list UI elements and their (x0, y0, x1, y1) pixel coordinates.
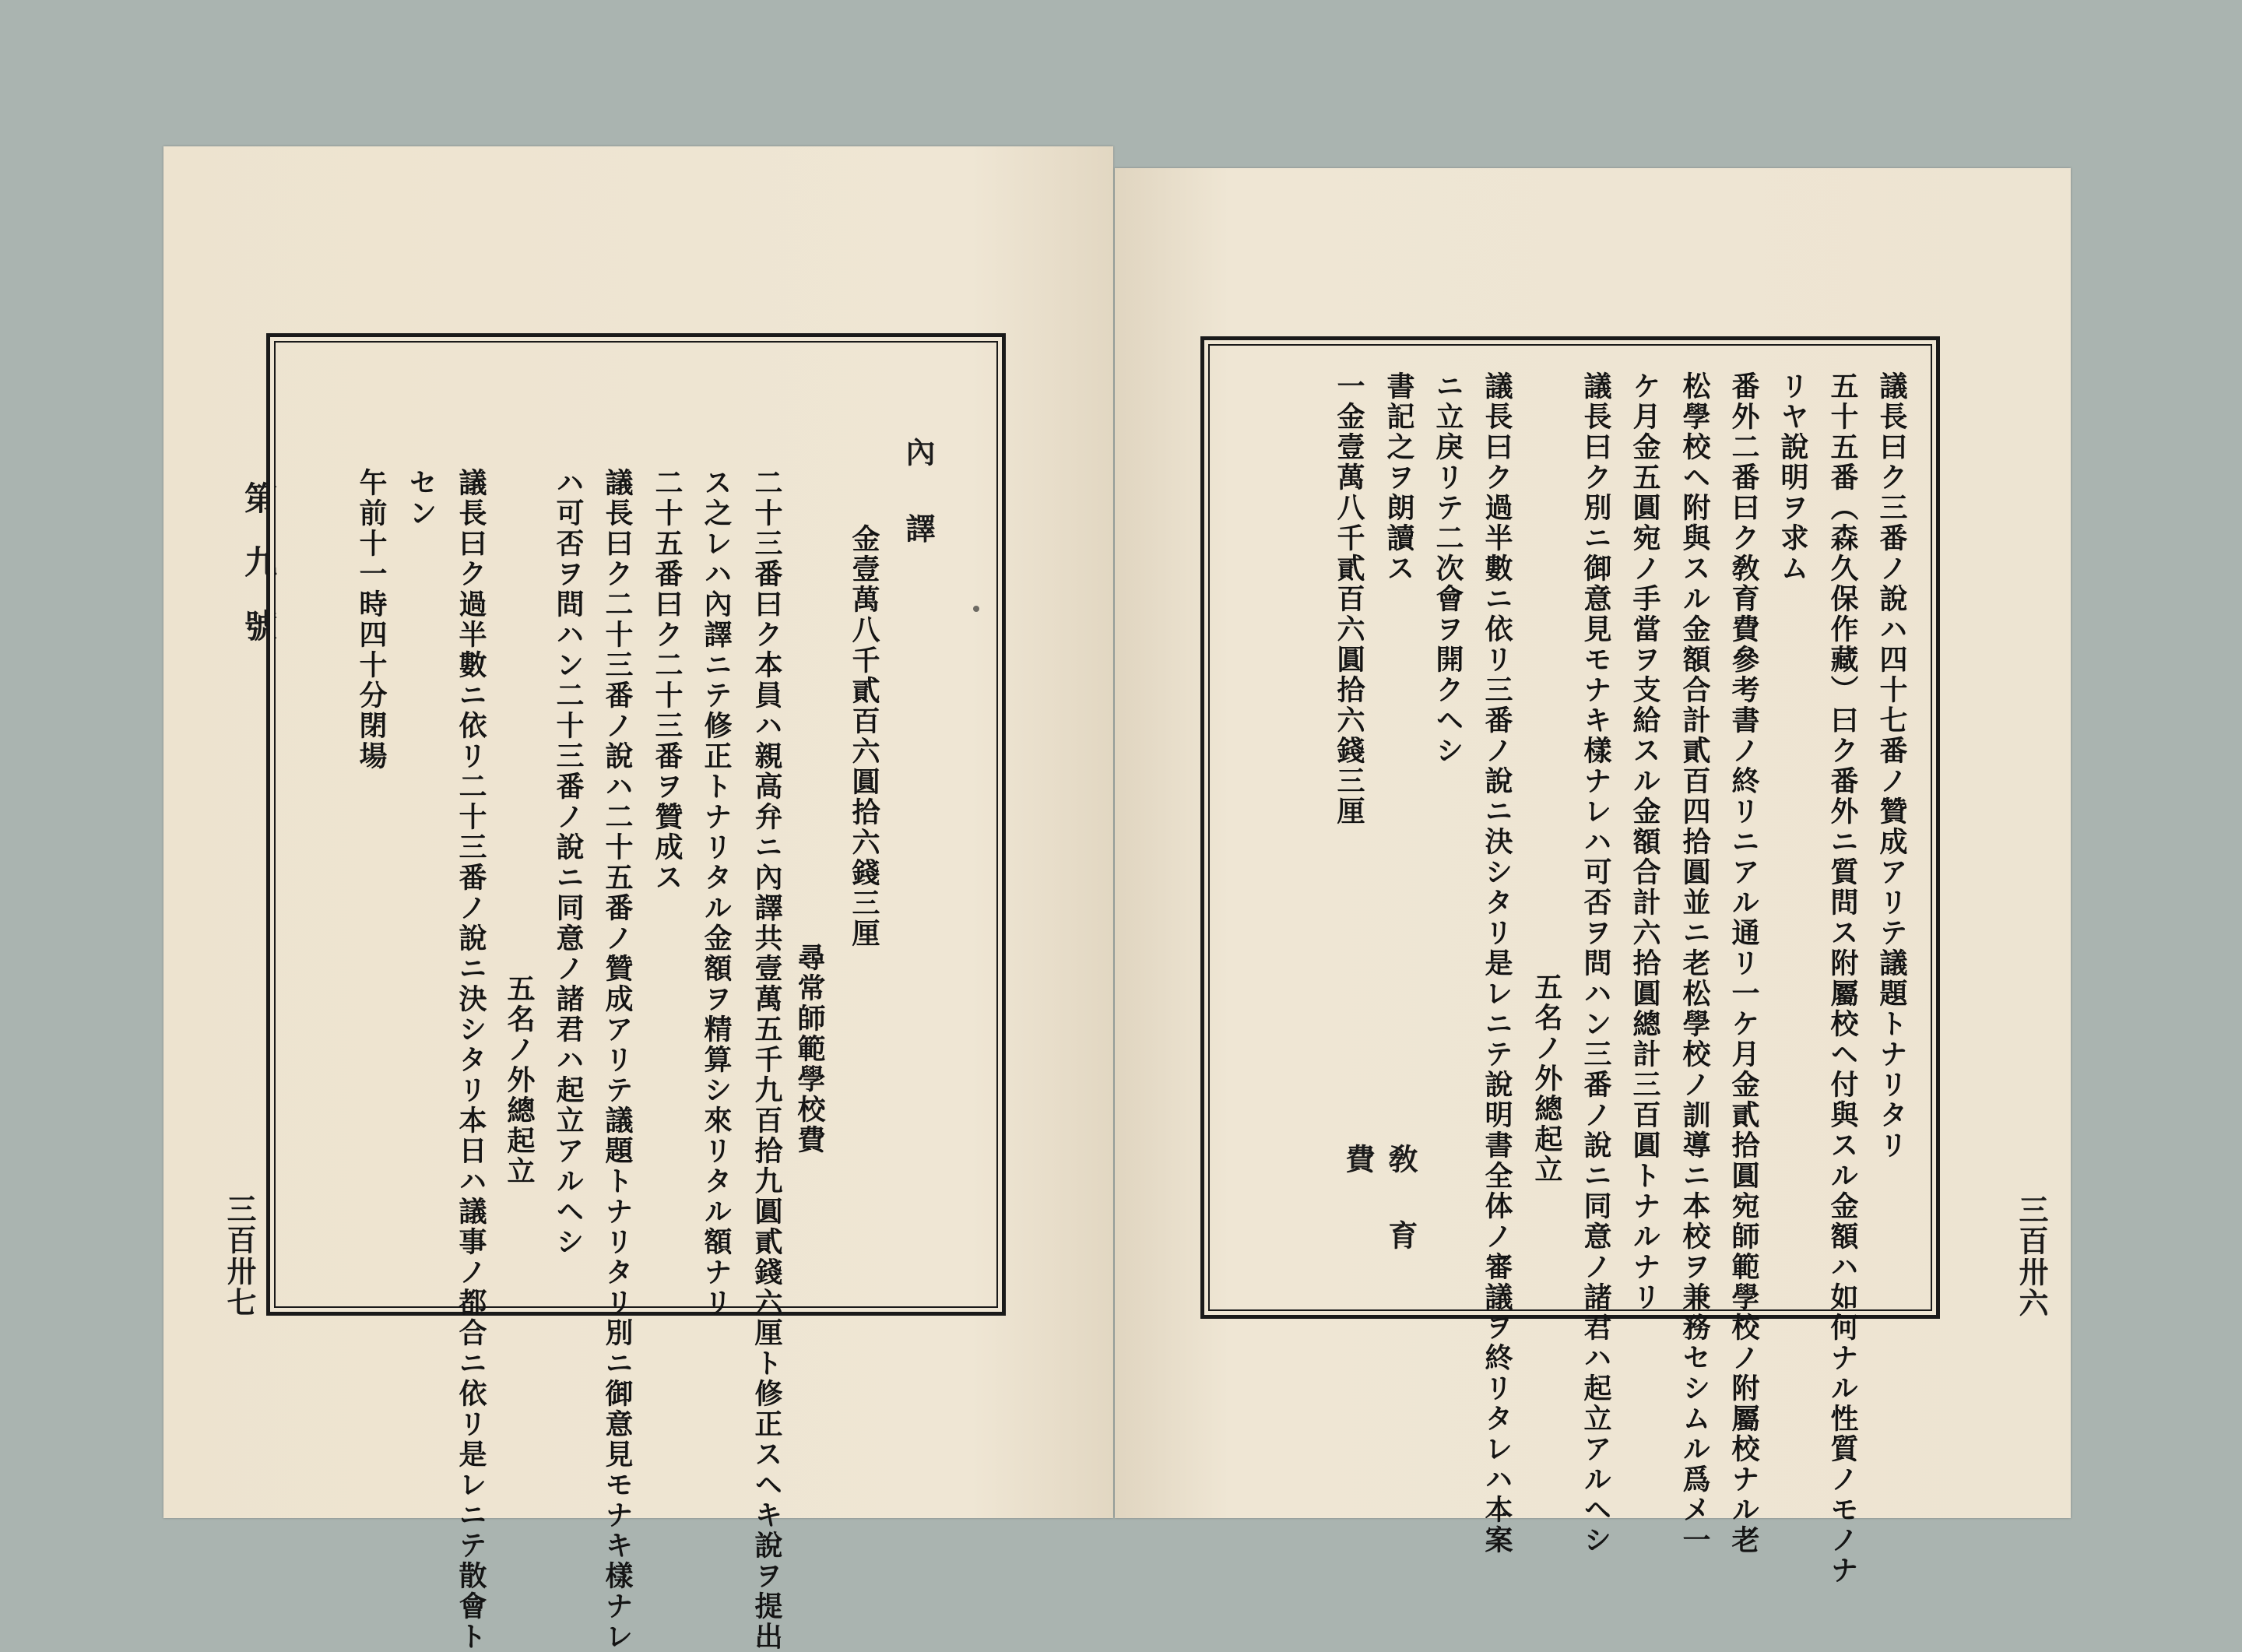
left-text-frame (266, 333, 1006, 1652)
right-page (1115, 168, 2071, 1586)
right-col-6: ケ月金五圓宛ノ手當ヲ支給スル金額合計六拾圓總計三百圓トナルナリ (1629, 371, 1661, 1313)
paper-speck (973, 606, 979, 612)
left-col-8: セン (405, 468, 438, 529)
right-col-9: ニ立戾リテ二次會ヲ開クヘシ (1432, 371, 1464, 766)
right-col-1: 議長曰ク三番ノ說ハ四十七番ノ贊成アリテ議題トナリタリ (1875, 371, 1908, 1161)
right-page-number: 三百卅六 (2014, 1194, 2049, 1319)
left-col-2: 二十三番曰ク本員ハ親高弁ニ內譯共壹萬五千九百拾九圓貳錢六厘ト修正スヘキ說ヲ提出 (750, 468, 783, 1652)
right-col-4: 番外二番曰ク敎育費參考書ノ終リニアル通リ一ケ月金貳拾圓宛師範學校ノ附屬校ナル老 (1727, 371, 1760, 1555)
right-col-10: 書記之ヲ朗讀ス (1383, 371, 1415, 584)
left-col-1: 金壹萬八千貳百六圓拾六錢三厘 (848, 524, 880, 949)
book-spread (163, 146, 2071, 1652)
left-budget-label: 尋常師範學校費 (793, 943, 826, 1155)
right-col-5: 松學校ヘ附與スル金額合計貳百四拾圓並ニ老松學校ノ訓導ニ本校ヲ兼務セシムル爲メ一 (1678, 371, 1711, 1555)
right-col-11: 一金壹萬八千貳百六圓拾六錢三厘 (1333, 371, 1365, 827)
right-col-2: 五十五番（森久保作藏）曰ク番外ニ質問ス附屬校ヘ付與スル金額ハ如何ナル性質ノモノナ (1826, 371, 1859, 1586)
left-page-number: 三百卅七 (222, 1193, 257, 1318)
left-col-7: 議長曰ク過半數ニ依リ二十三番ノ說ニ決シタリ本日ハ議事ノ都合ニ依リ是レニテ散會ト (455, 468, 487, 1652)
right-col-8: 議長曰ク過半數ニ依リ三番ノ說ニ決シタリ是レニテ說明書全体ノ審議ヲ終リタレハ本案 (1481, 371, 1513, 1555)
left-col-4: 二十五番曰ク二十三番ヲ贊成ス (651, 468, 683, 893)
right-vote-note: 五名ノ外總起立 (1530, 972, 1563, 1185)
right-text-frame (1200, 336, 1940, 1586)
left-col-3: ス之レハ內譯ニテ修正トナリタル金額ヲ精算シ來リタル額ナリ (700, 468, 733, 1318)
left-header: 內譯 (901, 437, 936, 589)
right-section-label: 敎育費 (1341, 1144, 1418, 1296)
left-col-9: 午前十一時四十分閉場 (355, 468, 388, 772)
left-page (163, 146, 1113, 1652)
right-col-3: リヤ說明ヲ求ム (1776, 371, 1809, 584)
left-col-6: ハ可否ヲ問ハン二十三番ノ說ニ同意ノ諸君ハ起立アルヘシ (552, 468, 585, 1257)
left-vote-note: 五名ノ外總起立 (503, 974, 536, 1186)
left-side-title: 第九號 (240, 481, 278, 673)
right-col-7: 議長曰ク別ニ御意見モナキ樣ナレハ可否ヲ問ハン三番ノ說ニ同意ノ諸君ハ起立アルヘシ (1580, 371, 1612, 1555)
left-col-5: 議長曰ク二十三番ノ說ハ二十五番ノ贊成アリテ議題トナリタリ別ニ御意見モナキ樣ナレ (601, 468, 634, 1652)
